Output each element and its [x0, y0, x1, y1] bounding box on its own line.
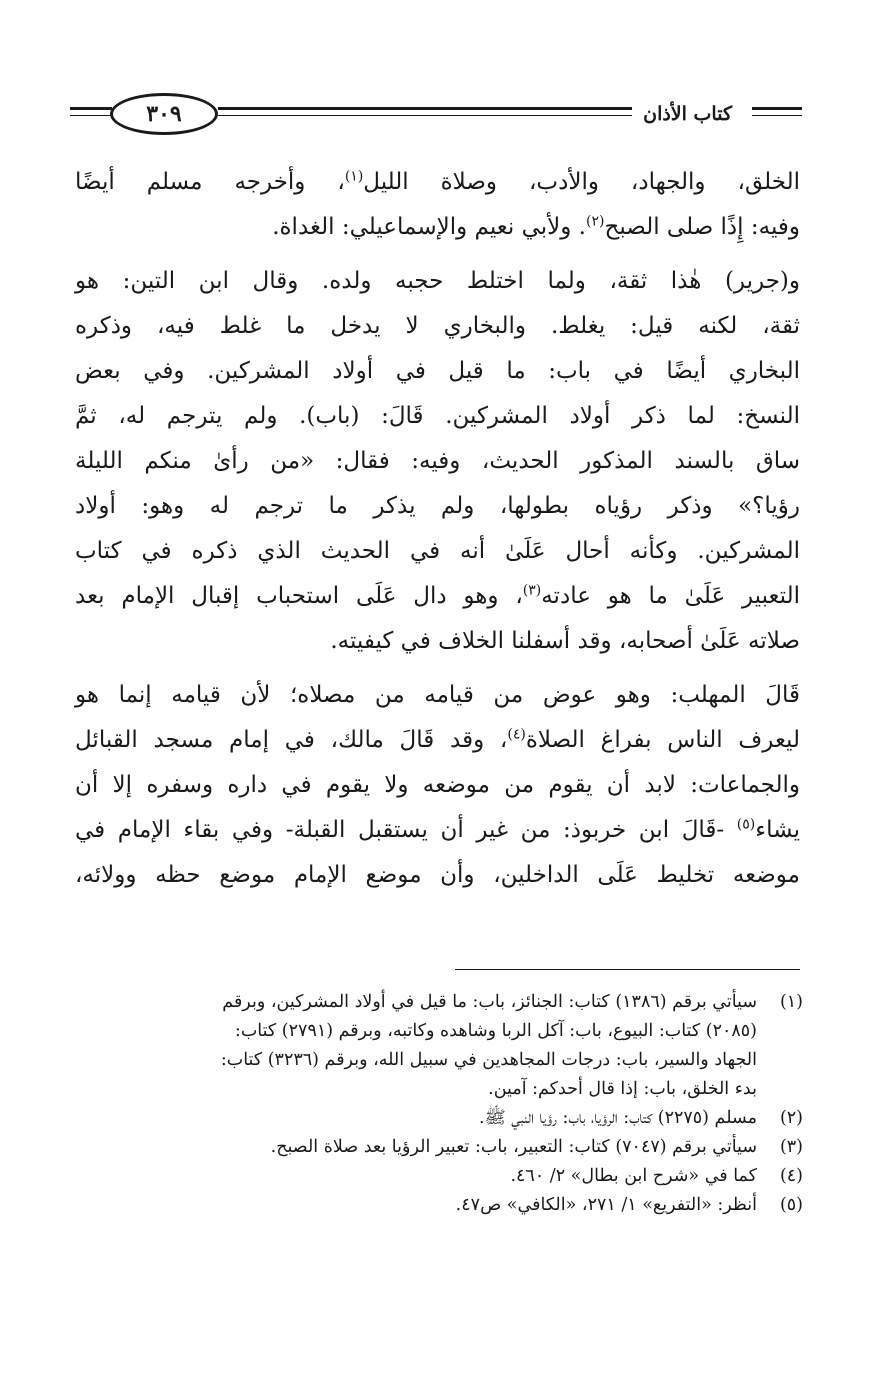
page-number-badge [110, 93, 218, 135]
main-text [75, 160, 800, 898]
header-rule [752, 115, 802, 116]
footnote [105, 1133, 803, 1162]
text-line: صلاته عَلَىٰ أصحابه، وقد أسفلنا الخلاف في كيفيته. [330, 628, 800, 654]
footnote-number: (٥) [779, 1195, 803, 1215]
text-line: الخلق، والجهاد، والأدب، وصلاة الليل$^{(١)}$، وأخرجه مسلم أيضًا [75, 168, 800, 195]
text-line: و(جرير) هٰذا ثقة، ولما اختلط حجبه ولده. وقال ابن التين: هو [75, 268, 800, 294]
header-rule [70, 115, 112, 116]
header-rule [752, 107, 802, 110]
text-line: المشركين. وكأنه أحال عَلَىٰ أنه في الحديث الذي ذكره في كتاب [75, 538, 800, 564]
paragraph [75, 259, 800, 664]
paragraph [75, 160, 800, 250]
text-line: ساق بالسند المذكور الحديث، وفيه: فقال: «من رأىٰ منكم الليلة [75, 448, 800, 474]
footnote-line: أنظر: «التفريع» ١/ ٢٧١، «الكافي» ص٤٧. [455, 1195, 757, 1215]
text-line: النسخ: لما ذكر أولاد المشركين. قَالَ: (باب). ولم يترجم له، ثمَّ [75, 403, 800, 429]
text-line: موضعه تخليط عَلَى الداخلين، وأن موضع الإمام موضع حظه وولائه، [75, 862, 800, 888]
footnote-ref: (٥) [736, 816, 756, 833]
footnote-line: سيأتي برقم (٧٠٤٧) كتاب: التعبير، باب: تعبير الرؤيا بعد صلاة الصبح. [270, 1137, 757, 1157]
footnote-ref: (١) [344, 168, 364, 185]
text-line: ليعرف الناس بفراغ الصلاة$^{(٤)}$، وقد قَالَ مالك، في إمام مسجد القبائل [75, 726, 801, 753]
header-rule [218, 107, 632, 110]
footnote-separator [455, 969, 800, 970]
footnote [105, 1104, 803, 1133]
footnote-ref: (٢) [586, 213, 605, 230]
text-line: البخاري أيضًا في باب: ما قيل في أولاد المشركين. وفي بعض [75, 358, 800, 384]
footnote-line: (٢٠٨٥) كتاب: البيوع، باب: آكل الربا وشاهده وكاتبه، وبرقم (٢٧٩١) كتاب: [234, 1021, 757, 1041]
text-line: قَالَ المهلب: وهو عوض من قيامه من مصلاه؛ لأن قيامه إنما هو [75, 682, 800, 708]
footnote-line: كما في «شرح ابن بطال» ٢/ ٤٦٠. [510, 1166, 757, 1186]
text-line: رؤيا؟» وذكر رؤياه بطولها، ولم يذكر ما ترجم له وهو: أولاد [75, 493, 800, 519]
footnote-line: بدء الخلق، باب: إذا قال أحدكم: آمين. [488, 1079, 757, 1099]
footnote-line: سيأتي برقم (١٣٨٦) كتاب: الجنائز، باب: ما قيل في أولاد المشركين، وبرقم [222, 992, 757, 1012]
footnote-number: (٣) [779, 1137, 803, 1157]
footnote [105, 1191, 803, 1220]
text-line: ثقة، لكنه قيل: يغلط. والبخاري لا يدخل ما غلط فيه، وذكره [75, 313, 800, 339]
footnote [105, 988, 803, 1104]
header-rule [70, 107, 112, 110]
footnote-ref: (٤) [507, 726, 526, 743]
footnote-ref: (٣) [522, 582, 542, 599]
text-line: يشاء$^{(٥)}$ -قَالَ ابن خربوذ: من غير أن يستقبل القبلة- وفي بقاء الإمام في [75, 816, 800, 843]
footnotes [105, 988, 803, 1220]
footnote-number: (٢) [779, 1108, 803, 1128]
footnote [105, 1162, 803, 1191]
footnote-line: الجهاد والسير، باب: درجات المجاهدين في سبيل الله، وبرقم (٣٢٣٦) كتاب: [220, 1050, 757, 1070]
running-header [70, 88, 802, 144]
header-rule [218, 115, 632, 116]
chapter-title: كتاب الأذان [643, 103, 732, 125]
text-line: والجماعات: لابد أن يقوم من موضعه ولا يقوم في داره وسفره إلا أن [75, 772, 800, 798]
text-line: التعبير عَلَىٰ ما هو عادته$^{(٣)}$، وهو دال عَلَى استحباب إقبال الإمام بعد [75, 582, 800, 609]
page-number: ٣٠٩ [146, 101, 182, 127]
footnote-line: مسلم (٢٢٧٥) كتاب: الرؤيا، باب: رؤيا النبي ﷺ. [479, 1108, 757, 1128]
footnote-number: (٤) [779, 1166, 803, 1186]
paragraph [75, 673, 800, 898]
text-line: وفيه: إِذًا صلى الصبح$^{(٢)}$. ولأبي نعيم والإسماعيلي: الغداة. [272, 213, 800, 240]
footnote-number: (١) [779, 992, 803, 1012]
